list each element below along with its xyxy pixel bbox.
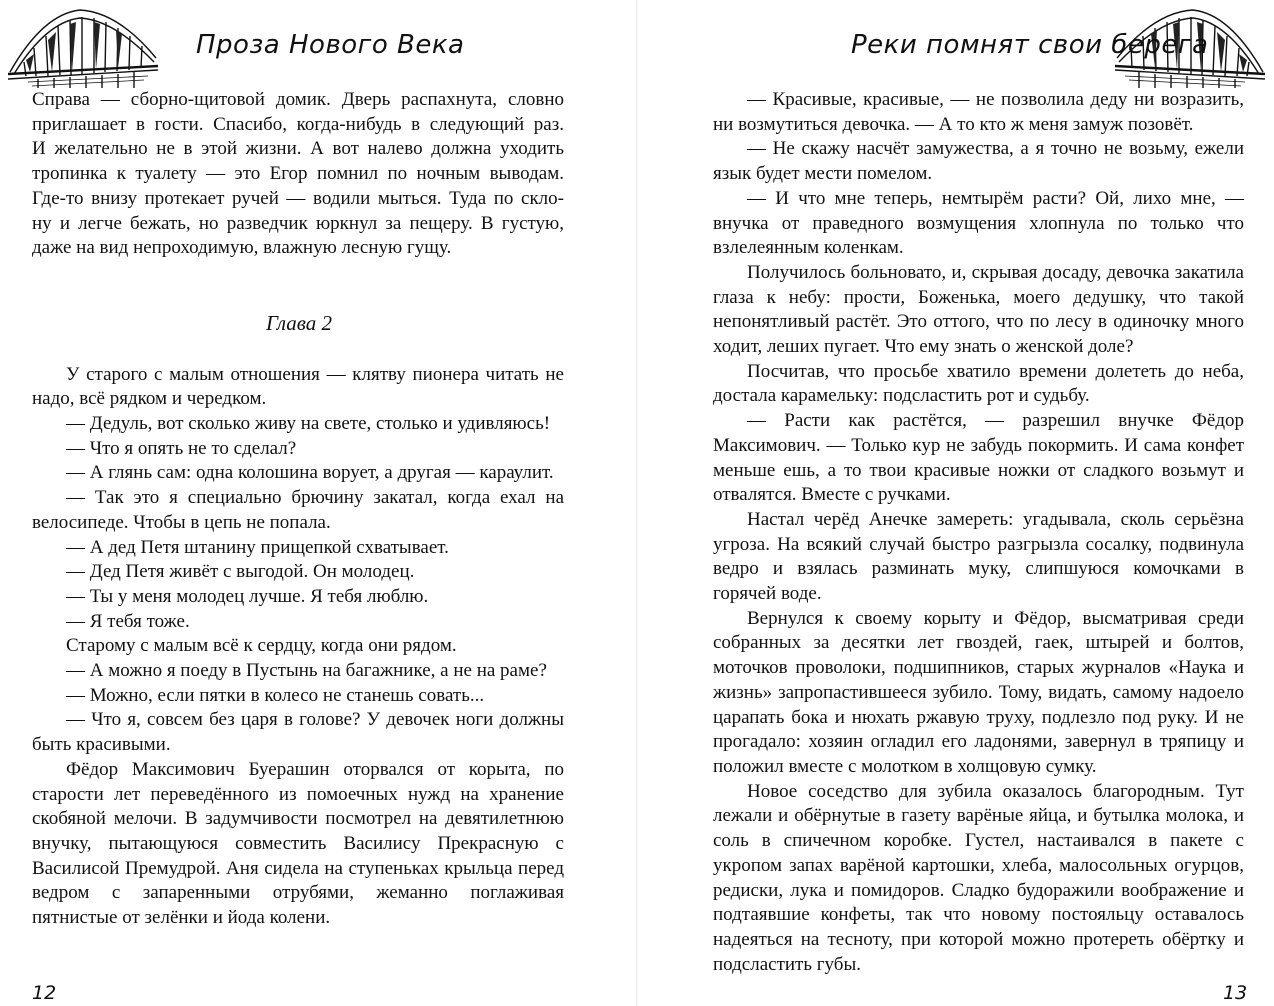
paragraph: — Я тебя тоже.: [66, 610, 190, 632]
text-line: даже на вид непроходимую, влажную лесную гущу.: [32, 237, 452, 259]
paragraph: — Так это я специально брючину закатал, когда ехал на велосипеде. Чтобы в цепь не попала.: [32, 487, 564, 533]
page-number: 13: [1223, 982, 1248, 1004]
paragraph: Получилось больновато, и, скрывая досаду, девочка закатила глаза к небу: прости, Боженька, моего дедушку, что такой непонятливый растёт. Это оттого, что по лесу в одиночку много ходит, леших пугает. Что ему знать о женской доле?: [713, 261, 1244, 358]
paragraph: — А глянь сам: одна колошина ворует, а другая — караулит.: [66, 462, 554, 484]
paragraph: У старого с малым отношения — клятву пионера читать не надо, всё рядком и чередком.: [32, 363, 564, 410]
text-line: Где-то внизу протекает ручей — водили мыться. Туда по скло-: [32, 187, 564, 209]
text-line: приглашает в гости. Спасибо, когда-нибудь в следующий раз.: [32, 113, 564, 135]
paragraph: Посчитав, что просьбе хватило времени долететь до неба, достала карамельку: подсластить рот и судьбу.: [713, 360, 1244, 407]
paragraph: — Дед Петя живёт с выгодой. Он молодец.: [66, 561, 415, 583]
right-text-block: [713, 88, 1244, 977]
paragraph: — А дед Петя штанину прищепкой схватывает.: [66, 536, 449, 558]
paragraph: Фёдор Максимович Буерашин оторвался от корыта, по старости лет переведённого из помоечных нужд на хранение скобяной мелочи. В задумчивости посмотрел на девятилетнюю внучку, пытающуюся совместить Василису Прекрасную с Василисой Премудрой. Аня сидела на ступеньках крыльца перед ведром с запаренными отрубями, жеманно поглаживая пятнистые от зелёнки и йода колени.: [32, 758, 564, 929]
paragraph: — А можно я поеду в Пустынь на багажнике, а не на раме?: [66, 660, 547, 682]
text-line: тропинка к туалету — это Егор помнил по ночным выводам.: [32, 163, 564, 185]
running-head: Проза Нового Века: [196, 30, 465, 60]
paragraph: Новое соседство для зубила оказалось благородным. Тут лежали и обёрнутые в газету варёные яйца, и бутылка молока, и соль в спичечном коробке. Густел, настаивался в пакете с укропом запах варёной картошки, хлеба, малосольных огурцов, редиски, лука и помидоров. Сладко будоражили воображение и подтаявшие конфеты, так что новому постояльцу оставалось надеяться на тесноту, при которой можно протереть обёртку и подсластить губы.: [713, 780, 1244, 975]
right-page: [637, 0, 1274, 1006]
paragraph: — Что я, совсем без царя в голове? У девочек ноги должны быть красивыми.: [32, 709, 564, 756]
left-text-block: [32, 88, 564, 931]
text-line: ну и легче бежать, но разведчик юркнул за пещеру. В густую,: [32, 212, 564, 234]
paragraph: Старому с малым всё к сердцу, когда они рядом.: [66, 635, 457, 657]
paragraph: Настал черёд Анечке замереть: угадывала, сколь серьёзна угроза. На всякий случай быстро разгрызла сосалку, подвинула ведро и взялась разминать муку, слипшуюся комочками в горячей воде.: [713, 508, 1244, 605]
paragraph: — Не скажу насчёт замужества, а я точно не возьму, ежели язык будет мести помелом.: [713, 138, 1244, 185]
paragraph: — И что мне теперь, немтырём расти? Ой, лихо мне, — внучка от праведного возмущения хлопнула по только что взлелеянным коленкам.: [713, 187, 1244, 259]
bridge-sketch-icon: [8, 2, 158, 88]
paragraph: Вернулся к своему корыту и Фёдор, высматривая среди собранных за десятки лет гвоздей, гаек, штырей и болтов, моточков проволоки, подшипников, старых журналов «Наука и жизнь» запропастившееся зубило. Тому, видать, самому надоело царапать бока и нюхать ржавую труху, подлезло под руку. И не прогадало: хозяин огладил его ладонями, завернул в тряпицу и положил вместе с молотком в холщовую сумку.: [713, 607, 1244, 777]
text-line: И желательно не в этой жизни. А вот налево должна уходить: [32, 138, 564, 160]
chapter-title: Глава 2: [266, 310, 332, 335]
paragraph: — Можно, если пятки в колесо не станешь совать...: [66, 684, 485, 706]
paragraph: — Дедуль, вот сколько живу на свете, столько и удивляюсь!: [66, 413, 551, 435]
page-number: 12: [32, 982, 57, 1004]
running-head: Реки помнят свои берега: [851, 30, 1209, 60]
paragraph: — Красивые, красивые, — не позволила деду ни возразить, ни возмутиться девочка. — А то кто ж меня замуж позовёт.: [713, 89, 1244, 135]
paragraph: — Что я опять не то сделал?: [66, 437, 297, 459]
paragraph: — Ты у меня молодец лучше. Я тебя люблю.: [66, 585, 429, 607]
text-line: Справа — сборно-щитовой домик. Дверь распахнута, словно: [32, 89, 564, 110]
paragraph: — Расти как растётся, — разрешил внучке Фёдор Максимович. — Только кур не забудь покормить. И сама конфет меньше ешь, а то твои красивые ножки от сладкого возьмут и отвалятся. Вместе с ручками.: [713, 410, 1244, 506]
